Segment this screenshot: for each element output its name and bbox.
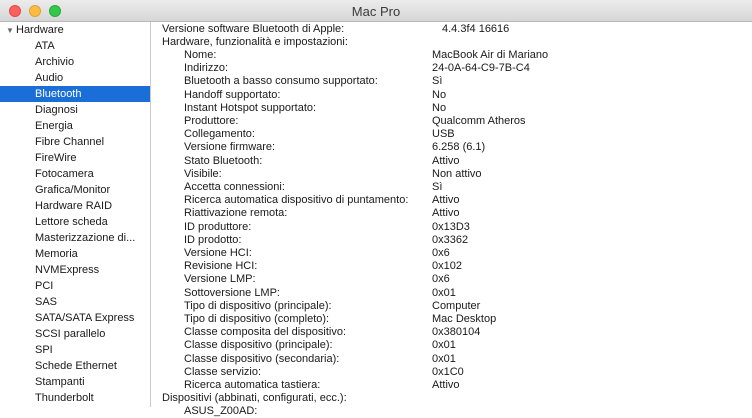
sidebar-item-sata-sata-express[interactable]: SATA/SATA Express	[35, 312, 135, 324]
software-version-value: 4.4.3f4 16616	[442, 23, 510, 35]
detail-row-label: Tipo di dispositivo (completo):	[184, 313, 330, 325]
detail-row-value: Computer	[432, 300, 481, 312]
sidebar-item-ata[interactable]: ATA	[35, 40, 55, 52]
detail-row-value: Attivo	[432, 379, 460, 391]
sidebar-header-hardware[interactable]	[0, 22, 150, 38]
detail-row-value: Non attivo	[432, 168, 482, 180]
sidebar-item-audio[interactable]: Audio	[35, 72, 64, 84]
detail-row-label: Indirizzo:	[184, 62, 229, 74]
section-devices-heading: Dispositivi (abbinati, configurati, ecc.):	[162, 392, 347, 404]
detail-row-value: Attivo	[432, 207, 460, 219]
detail-row-value: No	[432, 89, 447, 101]
detail-row-label: ID produttore:	[184, 221, 252, 233]
detail-row-value: MacBook Air di Mariano	[432, 49, 549, 61]
section-hardware-heading: Hardware, funzionalità e impostazioni:	[162, 36, 348, 48]
detail-row-value: Mac Desktop	[432, 313, 497, 325]
sidebar-item-pci[interactable]: PCI	[35, 280, 54, 292]
sidebar-item-memoria[interactable]: Memoria	[35, 248, 78, 260]
sidebar-item-firewire[interactable]: FireWire	[35, 152, 77, 164]
detail-row-value: 0x380104	[432, 326, 481, 338]
sidebar-header-label: Hardware	[16, 24, 64, 36]
details-pane[interactable]	[152, 22, 752, 417]
detail-row-value: Qualcomm Atheros	[432, 115, 526, 127]
detail-row-value: 0x3362	[432, 234, 469, 246]
sidebar-item-thunderbolt[interactable]: Thunderbolt	[35, 392, 94, 404]
detail-row-label: Versione HCI:	[184, 247, 252, 259]
sidebar-item-grafica-monitor[interactable]: Grafica/Monitor	[35, 184, 111, 196]
detail-row-label: Riattivazione remota:	[184, 207, 288, 219]
sidebar-item-sas[interactable]: SAS	[35, 296, 58, 308]
sidebar-item-nvmexpress[interactable]: NVMExpress	[35, 264, 100, 276]
detail-row-value: 0x01	[432, 287, 456, 299]
detail-row-label: Classe dispositivo (secondaria):	[184, 353, 340, 365]
detail-row-value: Attivo	[432, 155, 460, 167]
detail-row-value: 0x1C0	[432, 366, 464, 378]
detail-row-label: Revisione HCI:	[184, 260, 258, 272]
sidebar[interactable]	[0, 22, 151, 407]
sidebar-item-stampanti[interactable]: Stampanti	[35, 376, 85, 388]
sidebar-item-hardware-raid[interactable]: Hardware RAID	[35, 200, 113, 212]
detail-row-label: Accetta connessioni:	[184, 181, 285, 193]
detail-row-value: No	[432, 102, 447, 114]
detail-row-label: Instant Hotspot supportato:	[184, 102, 317, 114]
sidebar-item-schede-ethernet[interactable]: Schede Ethernet	[35, 360, 117, 372]
sidebar-item-bluetooth[interactable]: Bluetooth	[0, 86, 150, 102]
detail-row-value: Attivo	[432, 194, 460, 206]
detail-row-value: 0x01	[432, 339, 456, 351]
detail-row-label: Bluetooth a basso consumo supportato:	[184, 75, 378, 87]
detail-row-value: 0x102	[432, 260, 462, 272]
detail-row-value: 0x6	[432, 273, 450, 285]
detail-row-value: 0x01	[432, 353, 456, 365]
sidebar-item-energia[interactable]: Energia	[35, 120, 73, 132]
detail-row-label: Nome:	[184, 49, 217, 61]
detail-row-label: Classe servizio:	[184, 366, 262, 378]
software-version-label: Versione software Bluetooth di Apple:	[162, 23, 345, 35]
detail-row-value: USB	[432, 128, 455, 140]
detail-row-value: 0x6	[432, 247, 450, 259]
detail-row-label: Collegamento:	[184, 128, 255, 140]
detail-row-label: Stato Bluetooth:	[184, 155, 263, 167]
detail-row-label: Sottoversione LMP:	[184, 287, 280, 299]
sidebar-item-spi[interactable]: SPI	[35, 344, 53, 356]
sidebar-item-archivio[interactable]: Archivio	[35, 56, 75, 68]
detail-row-label: Classe composita del dispositivo:	[184, 326, 347, 338]
detail-row-value: 6.258 (6.1)	[432, 141, 486, 153]
detail-row-value: 24-0A-64-C9-7B-C4	[432, 62, 530, 74]
detail-row-label: Classe dispositivo (principale):	[184, 339, 333, 351]
detail-row-label: Versione LMP:	[184, 273, 256, 285]
detail-row-value: 0x13D3	[432, 221, 470, 233]
sidebar-item-fibre-channel[interactable]: Fibre Channel	[35, 136, 105, 148]
title-bar[interactable]	[0, 0, 752, 22]
detail-row-label: Versione firmware:	[184, 141, 276, 153]
device-name: ASUS_Z00AD:	[184, 405, 258, 417]
detail-row-label: Ricerca automatica tastiera:	[184, 379, 321, 391]
detail-row-value: Sì	[432, 75, 443, 87]
detail-row-label: Produttore:	[184, 115, 239, 127]
sidebar-item-lettore-scheda[interactable]: Lettore scheda	[35, 216, 108, 228]
sidebar-item-fotocamera[interactable]: Fotocamera	[35, 168, 94, 180]
detail-row-label: ID prodotto:	[184, 234, 242, 246]
sidebar-item-diagnosi[interactable]: Diagnosi	[35, 104, 78, 116]
detail-row-label: Tipo di dispositivo (principale):	[184, 300, 332, 312]
sidebar-item-masterizzazione-di[interactable]: Masterizzazione di...	[35, 232, 136, 244]
sidebar-item-scsi-parallelo[interactable]: SCSI parallelo	[35, 328, 106, 340]
detail-row-label: Visibile:	[184, 168, 222, 180]
detail-row-label: Ricerca automatica dispositivo di puntamento:	[184, 194, 409, 206]
detail-row-value: Sì	[432, 181, 443, 193]
detail-row-label: Handoff supportato:	[184, 89, 281, 101]
window-title: Mac Pro	[351, 4, 401, 19]
disclosure-triangle-icon[interactable]: ▼	[6, 26, 14, 35]
